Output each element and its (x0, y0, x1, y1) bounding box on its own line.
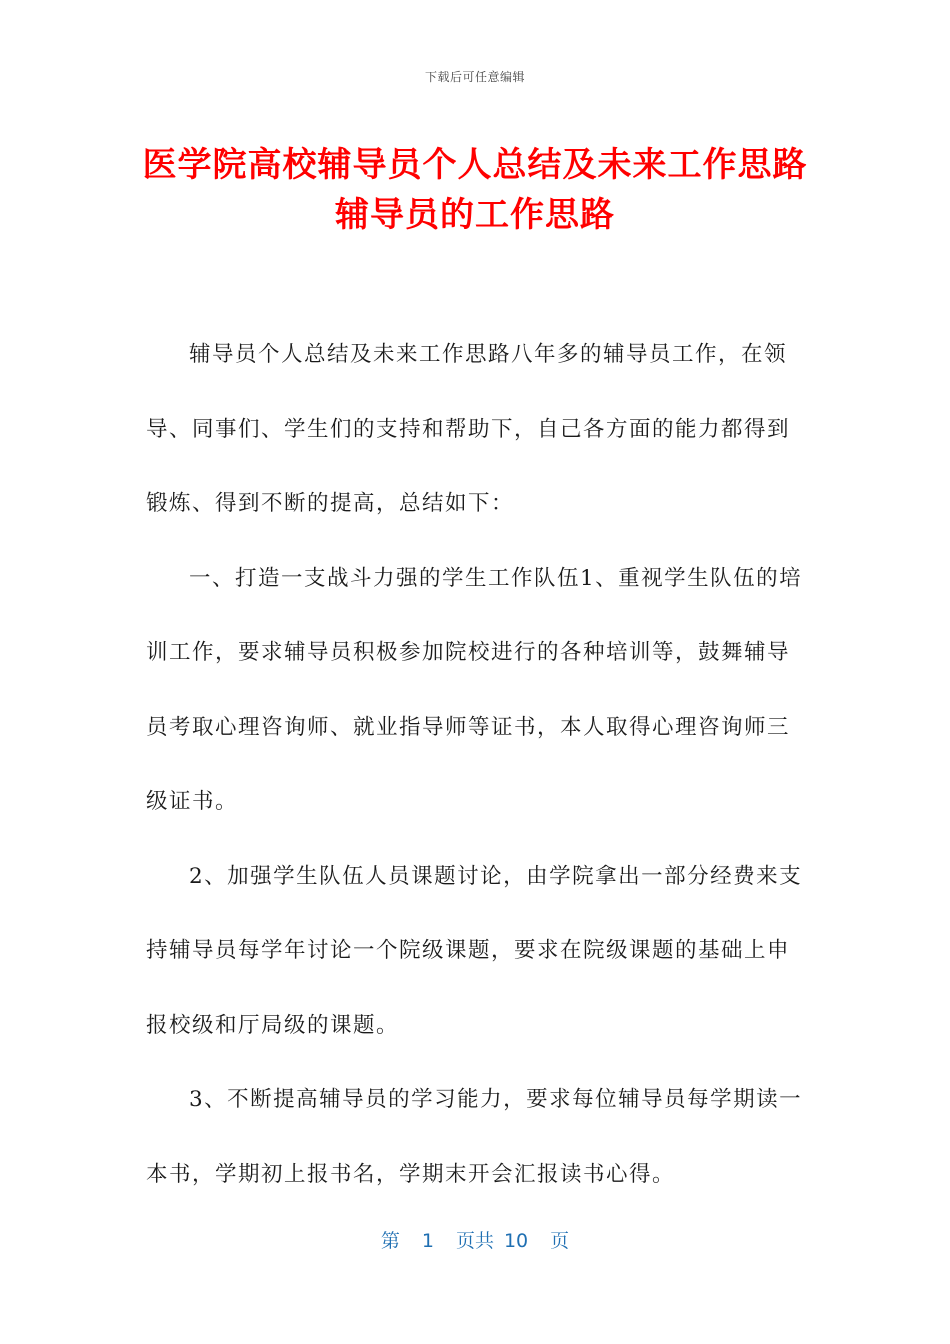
page-footer (0, 1226, 950, 1253)
footer-suffix: 页 (550, 1230, 570, 1252)
document-body (146, 318, 806, 1212)
document-title-line-1: 医学院高校辅导员个人总结及未来工作思路 (142, 145, 808, 185)
footer-current-page: 1 (421, 1230, 434, 1252)
footer-middle: 页共 (455, 1230, 494, 1252)
paragraph-3: 2、加强学生队伍人员课题讨论，由学院拿出一部分经费来支持辅导员每学年讨论一个院级课题，要求在院级课题的基础上申报校级和厅局级的课题。 (146, 863, 803, 1038)
footer-prefix: 第 (380, 1230, 400, 1252)
footer-total-pages: 10 (503, 1230, 529, 1252)
paragraph-2: 一、打造一支战斗力强的学生工作队伍1、重视学生队伍的培训工作，要求辅导员积极参加院校进行的各种培训等，鼓舞辅导员考取心理咨询师、就业指导师等证书，本人取得心理咨询师三级证书。 (146, 565, 803, 814)
paragraph-4: 3、不断提高辅导员的学习能力，要求每位辅导员每学期读一本书，学期初上报书名，学期末开会汇报读书心得。 (146, 1087, 803, 1187)
document-title-line-2: 辅导员的工作思路 (335, 195, 615, 235)
page-header-note: 下载后可任意编辑 (424, 70, 525, 84)
document-title (0, 140, 950, 240)
paragraph-1: 辅导员个人总结及未来工作思路八年多的辅导员工作，在领导、同事们、学生们的支持和帮助下，自己各方面的能力都得到锻炼、得到不断的提高，总结如下： (146, 342, 791, 516)
